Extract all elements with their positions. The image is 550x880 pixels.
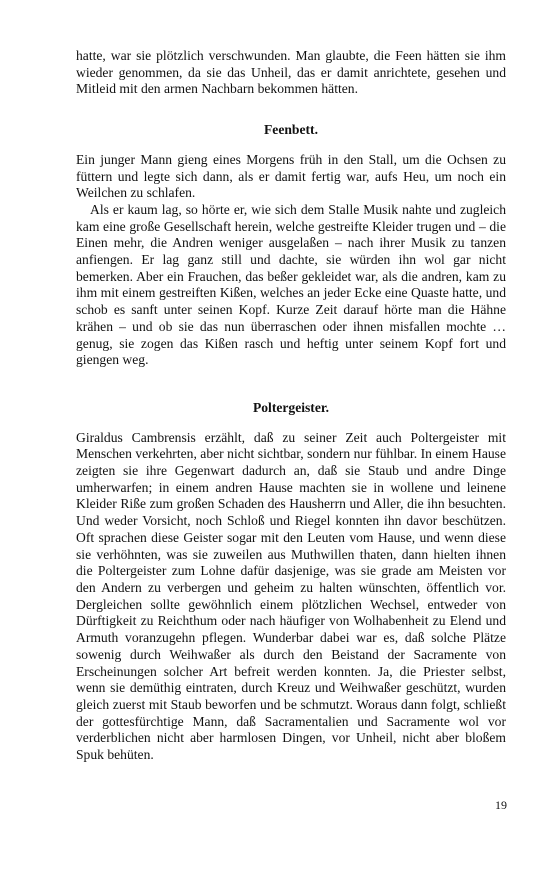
section-title-poltergeister: Poltergeister. [252, 399, 330, 415]
section-title-feenbett: Feenbett. [264, 122, 318, 138]
feenbett-paragraph-2: Als er kaum lag, so hörte er, wie sich dem Stalle Musik nahte und zugleich kam eine große Gesellschaft herein, welche gestreifte Kleider trugen und – die Einen mehr, die Andren weniger ausgelaßen – nach ihrer Musik zu tanzen anfiengen. Er lag ganz still und dachte, sie würden ihn wol gar nicht bemerken. Aber ein Frauchen, das beßer gekleidet war, als die andren, kam zu ihm mit einem gestreiften Kißen, welches an jeder Ecke eine Quaste hatte, und schob es sanft unter seinen Kopf. Kurze Zeit darauf hörte man die Hähne krähen – und ob sie das nun überraschen oder ihnen misfallen mochte … genug, sie zogen das Kißen rasch und heftig unter seinem Kopf fort und giengen weg. [76, 201, 506, 368]
intro-paragraph: hatte, war sie plötzlich verschwunden. Man glaubte, die Feen hätten sie ihm wieder genommen, da sie das Unheil, das er damit anrichtete, gesehen und Mitleid mit den armen Nachbarn bekommen hätten. [76, 48, 506, 97]
feenbett-paragraph-1: Ein junger Mann gieng eines Morgens früh in den Stall, um die Ochsen zu füttern und legte sich dann, als er damit fertig war, aufs Heu, um noch ein Weilchen zu schlafen. [76, 151, 506, 201]
page-body [76, 48, 506, 764]
page-number: 19 [495, 798, 507, 812]
poltergeister-paragraph-1: Giraldus Cambrensis erzählt, daß zu seiner Zeit auch Poltergeister mit Menschen verkehrten, aber nicht sichtbar, sondern nur fühlbar. In einem Hause zeigten sie ihre Gegenwart dadurch an, daß sie Staub und andre Dinge umherwarfen; in einem andren Hause machten sie in wollene und leinene Kleider Riße zum großen Schaden des Hausherrn und Aller, die ihn besuchten. Und weder Vorsicht, noch Schloß und Riegel konnten ihn davor beschützen. Oft sprachen diese Geister sogar mit den Leuten vom Hause, und wenn diese sie verhöhnten, was sie zuweilen aus Muthwillen thaten, dann hielten ihnen die Poltergeister zum Lohne dafür dasjenige, was sie grade am Meisten vor den Andern zu verbergen und geheim zu halten wünschten, öffentlich vor. Dergleichen sollte gewöhnlich einem plötzlichen Wechsel, entweder von Dürftigkeit zu Reichthum oder nach häufiger von Wolhabenheit zu Elend und Armuth voranzugehn pflegen. Wunderbar dabei war es, daß solche Plätze sowenig durch Weihwaßer als durch den Beistand der Sacramente von Erscheinungen solcher Art befreit werden konnten. Ja, die Priester selbst, wenn sie demüthig eintraten, durch Kreuz und Weihwaßer geschützt, wurden gleich zuerst mit Staub beworfen und be schmutzt. Woraus dann folgt, schließt der gottesfürchtige Mann, daß Sacramentalien und Sacramente wol vor verderblichen nicht aber harmlosen Dingen, vor Unheil, nicht aber bloßem Spuk behüten. [76, 429, 506, 763]
